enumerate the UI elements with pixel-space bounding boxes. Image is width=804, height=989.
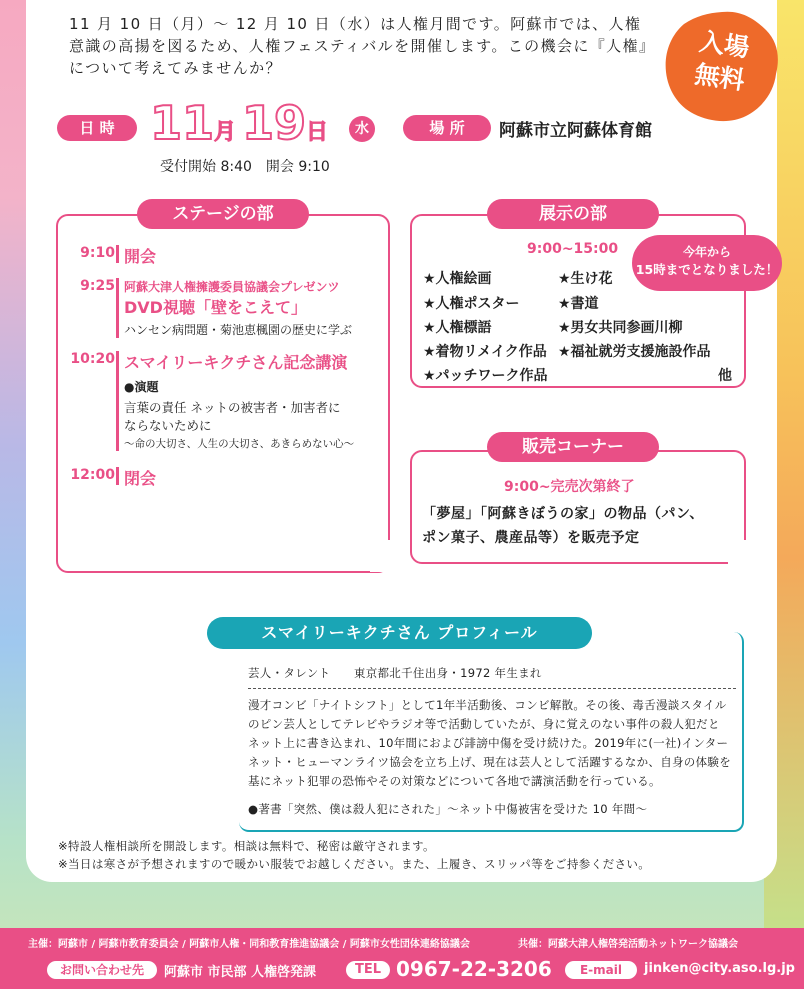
footer (0, 928, 804, 989)
date-day: 19 (242, 96, 307, 150)
stage-box (56, 214, 390, 573)
stage-time-1: 9:10 (80, 245, 115, 261)
callout-line-1: 今年から (682, 245, 731, 259)
venue-name: 阿蘇市立阿蘇体育館 (499, 121, 652, 141)
exhibit-item: ★書道 (558, 296, 599, 312)
sales-hours: 9:00~完売次第終了 (504, 479, 635, 495)
exhibit-item: ★人権絵画 (423, 271, 492, 287)
exhibit-item: ★人権標語 (423, 320, 492, 336)
intro-line-3: について考えてみませんか？ (69, 59, 282, 77)
tel-label: TEL (346, 961, 390, 979)
exhibit-callout (632, 235, 782, 291)
lecture-bullet: ●演題 (124, 380, 159, 394)
badge-line-1: 入場 (697, 26, 752, 63)
reception-time: 受付開始 8:40 開会 9:10 (160, 159, 330, 175)
exhibit-item: ★男女共同参画川柳 (558, 320, 683, 336)
profile-line: 基にネット犯罪の恐怖やその対策などについて各地で講演活動を行っている。 (248, 774, 661, 788)
free-admission-badge (662, 8, 782, 124)
stage-item-dvd: DVD視聴「壁をこえて」 (124, 298, 307, 317)
contact-dept: 阿蘇市 市民部 人権啓発課 (164, 965, 317, 980)
sales-line-1: 「夢屋」「阿蘇きぼうの家」の物品（パン、 (422, 506, 704, 522)
lecture-topic-1: 言葉の責任 ネットの被害者・加害者に (124, 400, 341, 415)
stage-presenter: 阿蘇大津人権擁護委員協議会プレゼンツ (124, 280, 340, 294)
lecture-subtitle: ～命の大切さ、人生の大切さ、あきらめない心～ (124, 438, 355, 450)
sales-title: 販売コーナー (487, 432, 659, 462)
stage-dvd-note: ハンセン病問題・菊池恵楓園の歴史に学ぶ (124, 323, 353, 337)
note-1: ※特設人権相談所を開設します。相談は無料で、秘密は厳守されます。 (58, 839, 435, 853)
profile-header: 芸人・タレント 東京都北千住出身・1972 年生まれ (248, 666, 542, 680)
stage-title: ステージの部 (137, 199, 309, 229)
date-month: 11 (150, 96, 215, 150)
contact-label: お問い合わせ先 (47, 961, 157, 979)
date-month-unit: 月 (214, 120, 237, 145)
stage-time-4: 12:00 (70, 467, 115, 483)
profile-line: 漫才コンビ「ナイトシフト」として1年半活動後、コンビ解散。その後、毒舌漫談スタイル (248, 698, 727, 712)
cosponsor: 共催：阿蘇大津人権啓発活動ネットワーク協議会 (518, 939, 738, 950)
lecture-topic-2: ならないために (124, 418, 212, 433)
exhibit-item: ★生け花 (558, 271, 613, 287)
weekday-badge: 水 (349, 116, 375, 142)
profile-line: のピン芸人としてテレビやラジオ等で活動していたが、身に覚えのない事件の殺人犯だと (248, 717, 720, 731)
stage-item-opening: 開会 (124, 247, 157, 266)
profile-book: ●著書「突然、僕は殺人犯にされた」～ネット中傷被害を受けた 10 年間～ (248, 802, 648, 816)
stage-time-3: 10:20 (70, 351, 115, 367)
intro-line-1: 11 月 10 日（月）～ 12 月 10 日（水）は人権月間です。阿蘇市では、人権 (69, 15, 642, 33)
stage-item-lecture: スマイリーキクチさん記念講演 (124, 353, 348, 372)
callout-line-2: 15時までとなりました！ (635, 262, 779, 277)
stage-item-closing: 閉会 (124, 469, 157, 488)
venue-label: 場 所 (403, 115, 491, 141)
intro-text (69, 13, 669, 79)
exhibit-item: ★パッチワーク作品 (423, 368, 548, 384)
exhibit-item: ★着物リメイク作品 (423, 344, 547, 360)
note-2: ※当日は寒さが予想されますので暖かい服装でお越しください。また、上履き、スリッパ等をご持参ください。 (58, 857, 651, 871)
sales-line-2: ポン菓子、農産品等）を販売予定 (422, 530, 640, 546)
profile-title: スマイリーキクチさん プロフィール (207, 617, 592, 649)
date-label: 日 時 (57, 115, 137, 141)
exhibit-item: ★人権ポスター (423, 296, 520, 312)
exhibit-item: ★福祉就労支援施設作品 (558, 344, 711, 360)
date-day-unit: 日 (306, 120, 329, 145)
stage-time-2: 9:25 (80, 278, 115, 294)
profile-divider (248, 688, 736, 689)
event-date (150, 96, 329, 150)
intro-line-2: 意識の高揚を図るため、人権フェスティバルを開催します。この機会に『人権』 (69, 37, 656, 55)
email-label: E-mail (565, 961, 637, 979)
email-address[interactable]: jinken@city.aso.lg.jp (644, 961, 795, 976)
profile-line: ネット上に書き込まれ、10年間におよび誹謗中傷を受け続けた。2019年に(一社)インター (248, 736, 729, 750)
exhibit-etc: 他 (718, 368, 732, 384)
organizers: 主催：阿蘇市 / 阿蘇市教育委員会 / 阿蘇市人権・同和教育推進協議会 / 阿蘇市女性団体連絡協議会 (28, 939, 470, 950)
badge-line-2: 無料 (692, 59, 747, 96)
profile-line: ネット・ヒューマンライツ協会を立ち上げ、現在は芸人として活躍するなか、自身の体験を (248, 755, 731, 769)
tel-number[interactable]: 0967-22-3206 (396, 957, 552, 981)
exhibit-hours: 9:00~15:00 (527, 241, 619, 257)
exhibit-title: 展示の部 (487, 199, 659, 229)
